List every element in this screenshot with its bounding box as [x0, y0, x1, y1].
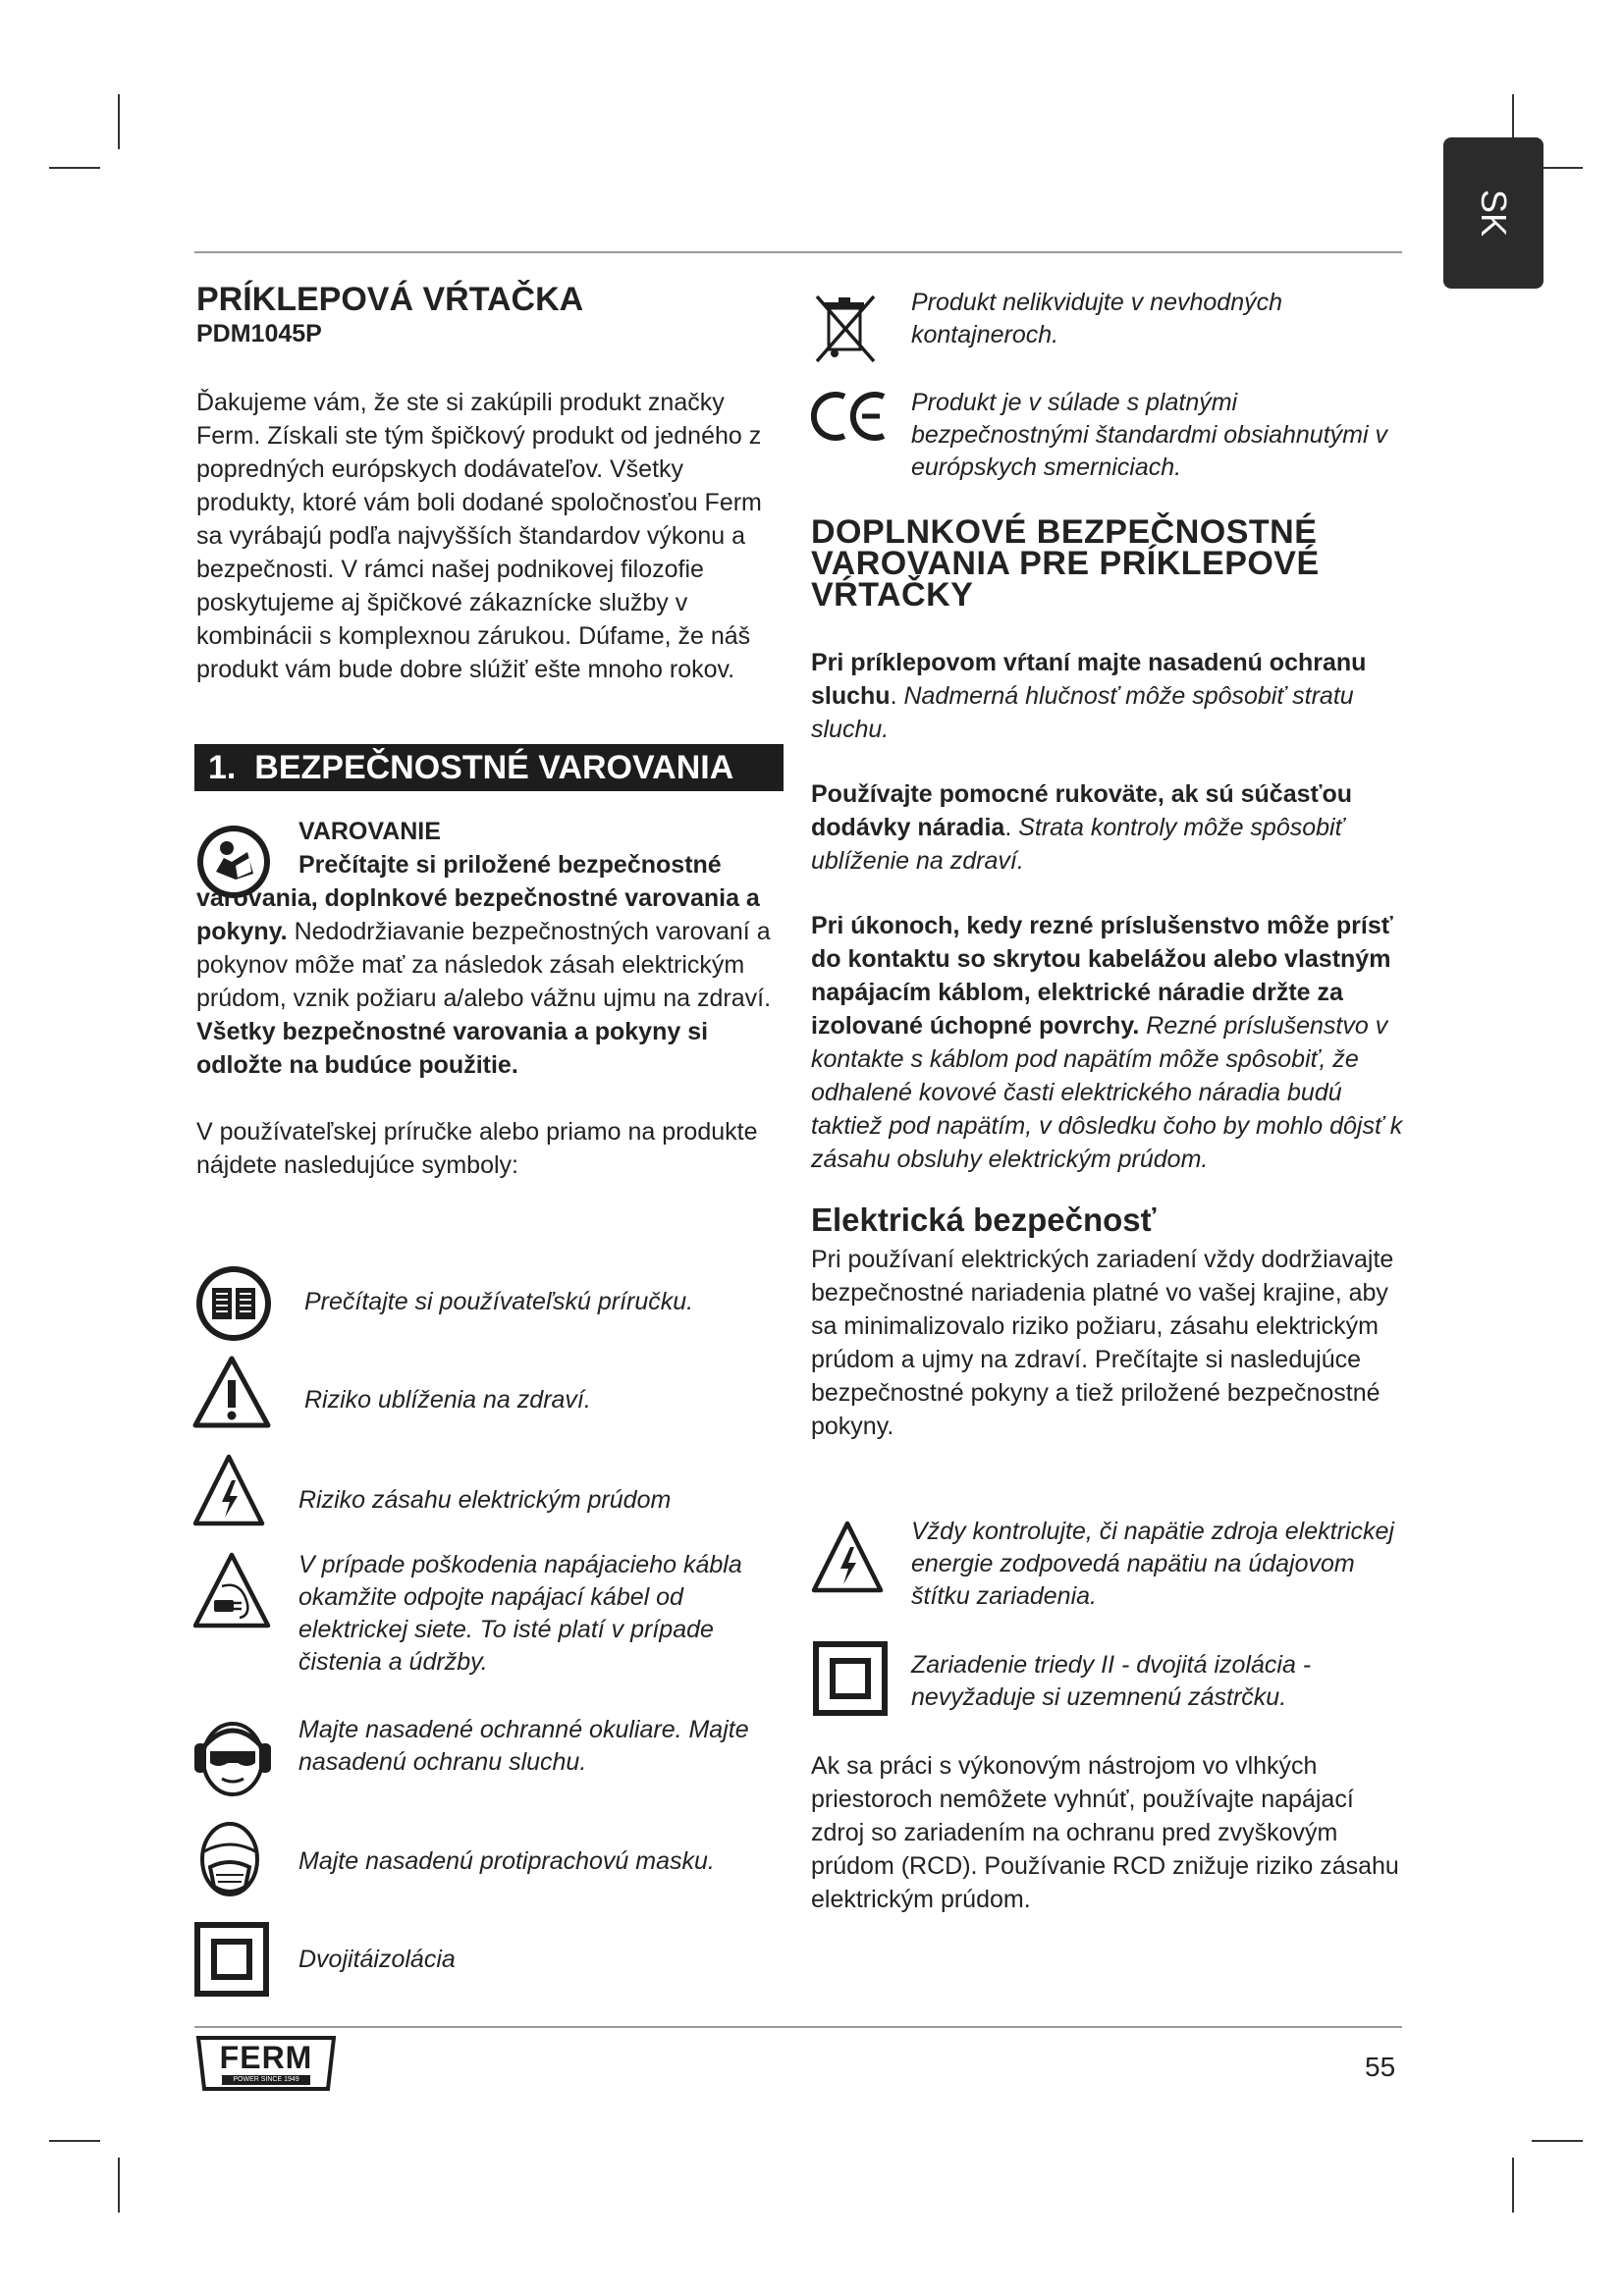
goggles-earmuffs-icon [192, 1716, 273, 1798]
warning-bold-1: Prečítajte si priložené bezpečnostné varovania, doplnkové bezpečnostné varovania a pokyny. [196, 851, 760, 945]
rcd-text: Ak sa práci s výkonovým nástrojom vo vlhkých priestoroch nemôžete vyhnúť, používajte napájací zdroj so zariadením na ochranu pred zvyškovým prúdom (RCD). Používanie RCD znižuje riziko zásahu elektrickým prúdom. [811, 1752, 1399, 1913]
symbol-text: Prečítajte si používateľskú príručku. [304, 1288, 694, 1315]
electrical-safety-title: Elektrická bezpečnosť [811, 1201, 1157, 1238]
section-title: BEZPEČNOSTNÉ VAROVANIA [254, 749, 734, 786]
double-insulation-icon [813, 1641, 888, 1716]
intro-text: Ďakujeme vám, že ste si zakúpili produkt značky Ferm. Získali ste tým špičkový produkt od jedného z popredných európskych dodávateľov. Všetky produkty, ktoré vám boli dodané spoločnosťou Ferm sa vyrábajú podľa najvyšších štandardov výkonu a bezpečnosti. V rámci našej podnikovej filozofie poskytujeme aj špičkové zákaznícke služby v kombinácii s komplexnou zárukou. Dúfame, že náš produkt vám bude dobre slúžiť ešte mnoho rokov. [196, 389, 762, 683]
symbol-text: Produkt je v súlade s platnými bezpečnostnými štandardmi obsiahnutými v európskych smerniciach. [911, 389, 1387, 481]
bottom-rule [194, 2026, 1402, 2028]
crop-mark [49, 2140, 100, 2142]
page-number: 55 [1365, 2052, 1396, 2082]
symbol-text: Vždy kontrolujte, či napätie zdroja elektrickej energie zodpovedá napätiu na údajovom štítku zariadenia. [911, 1518, 1394, 1610]
warning-normal-1: Nedodržiavanie bezpečnostných varovaní a pokynov môže mať za následok zásah elektrickým prúdom, vznik požiaru a/alebo vážnu ujmu na zdraví. [196, 918, 772, 1012]
page-title: PRÍKLEPOVÁ VŔTAČKA [196, 281, 584, 318]
left-column [196, 281, 785, 686]
additional-warning-item [811, 646, 1410, 746]
symbol-text: V prípade poškodenia napájacieho kábla okamžite odpojte napájací kábel od elektrickej siete. To isté platí v prípade čistenia a údržby. [298, 1551, 742, 1676]
warning-text [196, 848, 785, 1082]
language-tab-label: SK [1474, 188, 1514, 238]
warning-block [196, 815, 785, 1182]
ferm-logo [194, 2034, 338, 2093]
electric-shock-icon [811, 1520, 884, 1594]
additional-warning-item [811, 777, 1410, 878]
double-insulation-icon [194, 1922, 269, 1997]
crop-mark [1532, 2140, 1583, 2142]
electric-shock-icon [192, 1453, 265, 1527]
electrical-safety-text: Pri používaní elektrických zariadení vždy dodržiavajte bezpečnostné nariadenia platné vo vašej krajine, aby sa minimalizovalo riziko požiaru, zásahu elektrickým prúdom a ujmy na zdraví. Prečítajte si nasledujúce bezpečnostné pokyny a tiež priložené bezpečnostné pokyny. [811, 1246, 1394, 1440]
model-number: PDM1045P [196, 320, 322, 347]
warning-triangle-icon [192, 1355, 271, 1429]
symbols-intro: V používateľskej príručke alebo priamo na produkte nájdete nasledujúce symboly: [196, 1118, 758, 1179]
ce-mark-icon [811, 389, 888, 444]
item-bold: Pri príklepovom vŕtaní majte nasadenú ochranu sluchu [811, 649, 1367, 710]
additional-warning-item [811, 909, 1410, 1176]
item-italic: Strata kontroly môže spôsobiť ublíženie na zdraví. [811, 814, 1344, 875]
symbol-text: Majte nasadenú protiprachovú masku. [298, 1847, 715, 1875]
item-bold: Pri úkonoch, kedy rezné príslušenstvo môže prísť do kontaktu so skrytou kabelážou alebo vlastným napájacím káblom, elektrické náradie držte za izolované úchopné povrchy. [811, 912, 1393, 1040]
symbol-text: Dvojitáizolácia [298, 1946, 456, 1973]
section-number: 1. [208, 749, 237, 786]
top-rule [194, 251, 1402, 253]
crop-mark [49, 167, 100, 169]
symbol-text: Majte nasadené ochranné okuliare. Majte nasadenú ochranu sluchu. [298, 1716, 749, 1776]
ferm-logo-tagline: POWER SINCE 1949 [233, 2076, 299, 2083]
right-column [811, 513, 1410, 1443]
item-normal: . [1004, 814, 1012, 841]
crop-mark [118, 94, 120, 149]
warning-bold-2: Všetky bezpečnostné varovania a pokyny si odložte na budúce použitie. [196, 1018, 709, 1079]
unplug-icon [192, 1551, 271, 1629]
symbol-text: Riziko zásahu elektrickým prúdom [298, 1486, 672, 1514]
additional-warnings-title: DOPLNKOVÉ BEZPEČNOSTNÉ VAROVANIA PRE PRÍKLEPOVÉ VŔTAČKY [811, 513, 1320, 614]
manual-icon [194, 1264, 273, 1343]
item-italic: Rezné príslušenstvo v kontakte s káblom pod napätím môže spôsobiť, že odhalené kovové časti elektrického náradia budú taktiež pod napätím, v dôsledku čoho by mohlo dôjsť k zásahu obsluhy elektrickým prúdom. [811, 1012, 1403, 1173]
symbol-text: Produkt nelikvidujte v nevhodných kontajneroch. [911, 289, 1283, 348]
warning-heading: VAROVANIE [298, 818, 441, 845]
dust-mask-icon [192, 1818, 267, 1900]
symbol-text: Zariadenie triedy II - dvojitá izolácia - nevyžaduje si uzemnenú zástrčku. [911, 1651, 1312, 1711]
symbol-text: Riziko ublíženia na zdraví. [304, 1386, 591, 1414]
section-header [194, 744, 784, 791]
crop-mark [118, 2158, 120, 2213]
item-italic: Nadmerná hlučnosť môže spôsobiť stratu sluchu. [811, 682, 1354, 743]
wheelie-bin-icon [811, 293, 880, 365]
item-bold: Používajte pomocné rukoväte, ak sú súčasťou dodávky náradia [811, 780, 1353, 841]
language-tab [1443, 137, 1543, 289]
item-normal: . [890, 682, 897, 710]
ferm-logo-text: FERM [219, 2040, 313, 2075]
crop-mark [1512, 2158, 1514, 2213]
